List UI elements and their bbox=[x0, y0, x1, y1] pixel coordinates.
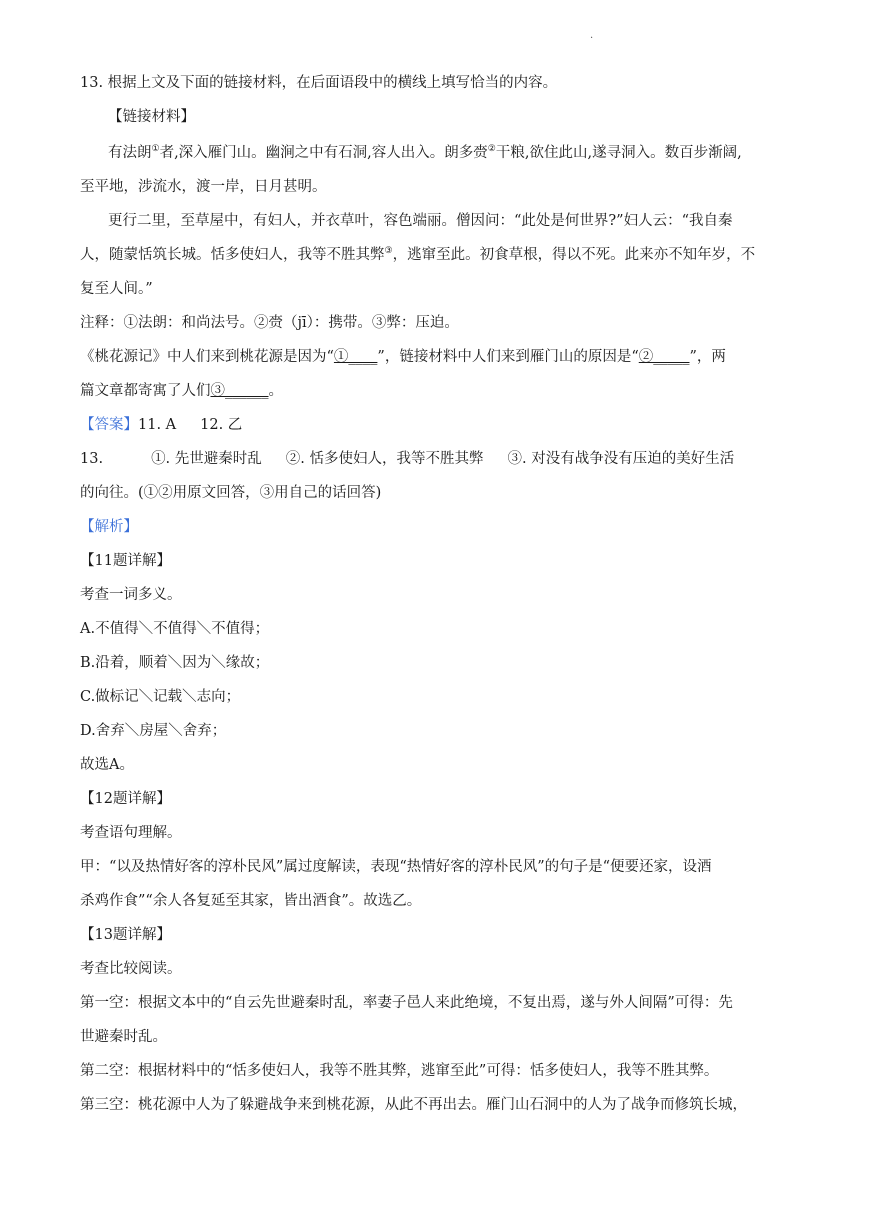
footnote-marker: ③ bbox=[384, 246, 393, 257]
material-p2-line2: 人，随蒙恬筑长城。恬多使妇人，我等不胜其弊③，逃窜至此。初食草根，得以不死。此来亦不知年岁，不 bbox=[80, 246, 756, 263]
q13-head: 【13题详解】 bbox=[80, 927, 171, 943]
q11-option-d: D.舍弃＼房屋＼舍弃； bbox=[80, 723, 227, 739]
q11-option-c: C.做标记＼记载＼志向； bbox=[80, 689, 241, 705]
material-p1-line2: 至平地，涉流水，渡一岸，日月甚明。 bbox=[80, 179, 327, 195]
material-p2-line3: 复至人间。” bbox=[80, 281, 153, 297]
q13-blank1-line2: 世避秦时乱。 bbox=[80, 1029, 167, 1045]
material-notes: 注释：①法朗：和尚法号。②赍（jī）：携带。③弊：压迫。 bbox=[80, 315, 459, 331]
q11-intro: 考查一词多义。 bbox=[80, 587, 182, 603]
material-p1-line1: 有法朗①者,深入雁门山。幽涧之中有石洞,容人出入。朗多赍②干粮,欲住此山,遂寻洞入。数百步渐阔, bbox=[108, 144, 742, 161]
blank-1: ①____ bbox=[333, 349, 378, 365]
fill-blank-line2: 篇文章都寄寓了人们③______。 bbox=[80, 383, 283, 399]
q13-blank1-line1: 第一空：根据文本中的“自云先世避秦时乱，率妻子邑人来此绝境，不复出焉，遂与外人间隔”可得：先 bbox=[80, 995, 733, 1011]
answer-row: 【答案】11. A 12. 乙 bbox=[80, 417, 243, 433]
q13-blank2: 第二空：根据材料中的“恬多使妇人，我等不胜其弊，逃窜至此”可得：恬多使妇人，我等不胜其弊。 bbox=[80, 1063, 719, 1079]
q13-prompt: 13. 根据上文及下面的链接材料，在后面语段中的横线上填写恰当的内容。 bbox=[80, 75, 558, 91]
answer-13-line1: 13. ①. 先世避秦时乱 ②. 恬多使妇人，我等不胜其弊 ③. 对没有战争没有压迫的美好生活 bbox=[80, 451, 735, 467]
material-p2-line1: 更行二里，至草屋中，有妇人，并衣草叶，容色端丽。僧因问：“此处是何世界?”妇人云：“我自秦 bbox=[108, 213, 733, 229]
q11-head: 【11题详解】 bbox=[80, 553, 171, 569]
blank-3: ③______ bbox=[210, 383, 269, 399]
link-material-title: 【链接材料】 bbox=[108, 109, 195, 125]
q11-choice: 故选A。 bbox=[80, 757, 134, 773]
q11-option-b: B.沿着，顺着＼因为＼缘故； bbox=[80, 655, 270, 671]
q12-head: 【12题详解】 bbox=[80, 791, 171, 807]
q12-line2: 杀鸡作食”“余人各复延至其家，皆出酒食”。故选乙。 bbox=[80, 893, 422, 909]
blank-2: ②_____ bbox=[638, 349, 690, 365]
q12-intro: 考查语句理解。 bbox=[80, 825, 182, 841]
q13-blank3: 第三空：桃花源中人为了躲避战争来到桃花源，从此不再出去。雁门山石洞中的人为了战争而修筑长城， bbox=[80, 1097, 747, 1113]
q11-option-a: A.不值得＼不值得＼不值得； bbox=[80, 621, 270, 637]
analysis-tag: 【解析】 bbox=[80, 519, 138, 535]
q12-line1: 甲：“以及热情好客的淳朴民风”属过度解读，表现“热情好客的淳朴民风”的句子是“便要还家，设酒 bbox=[80, 859, 712, 875]
answer-tag: 【答案】 bbox=[80, 417, 138, 433]
answer-13-line2: 的向往。(①②用原文回答，③用自己的话回答) bbox=[80, 485, 382, 501]
fill-blank-line1: 《桃花源记》中人们来到桃花源是因为“①____”，链接材料中人们来到雁门山的原因是“②_____”，两 bbox=[80, 349, 726, 365]
top-mark: . bbox=[590, 30, 594, 41]
footnote-marker: ① bbox=[151, 144, 160, 155]
footnote-marker: ② bbox=[487, 144, 496, 155]
q13-intro: 考查比较阅读。 bbox=[80, 961, 182, 977]
